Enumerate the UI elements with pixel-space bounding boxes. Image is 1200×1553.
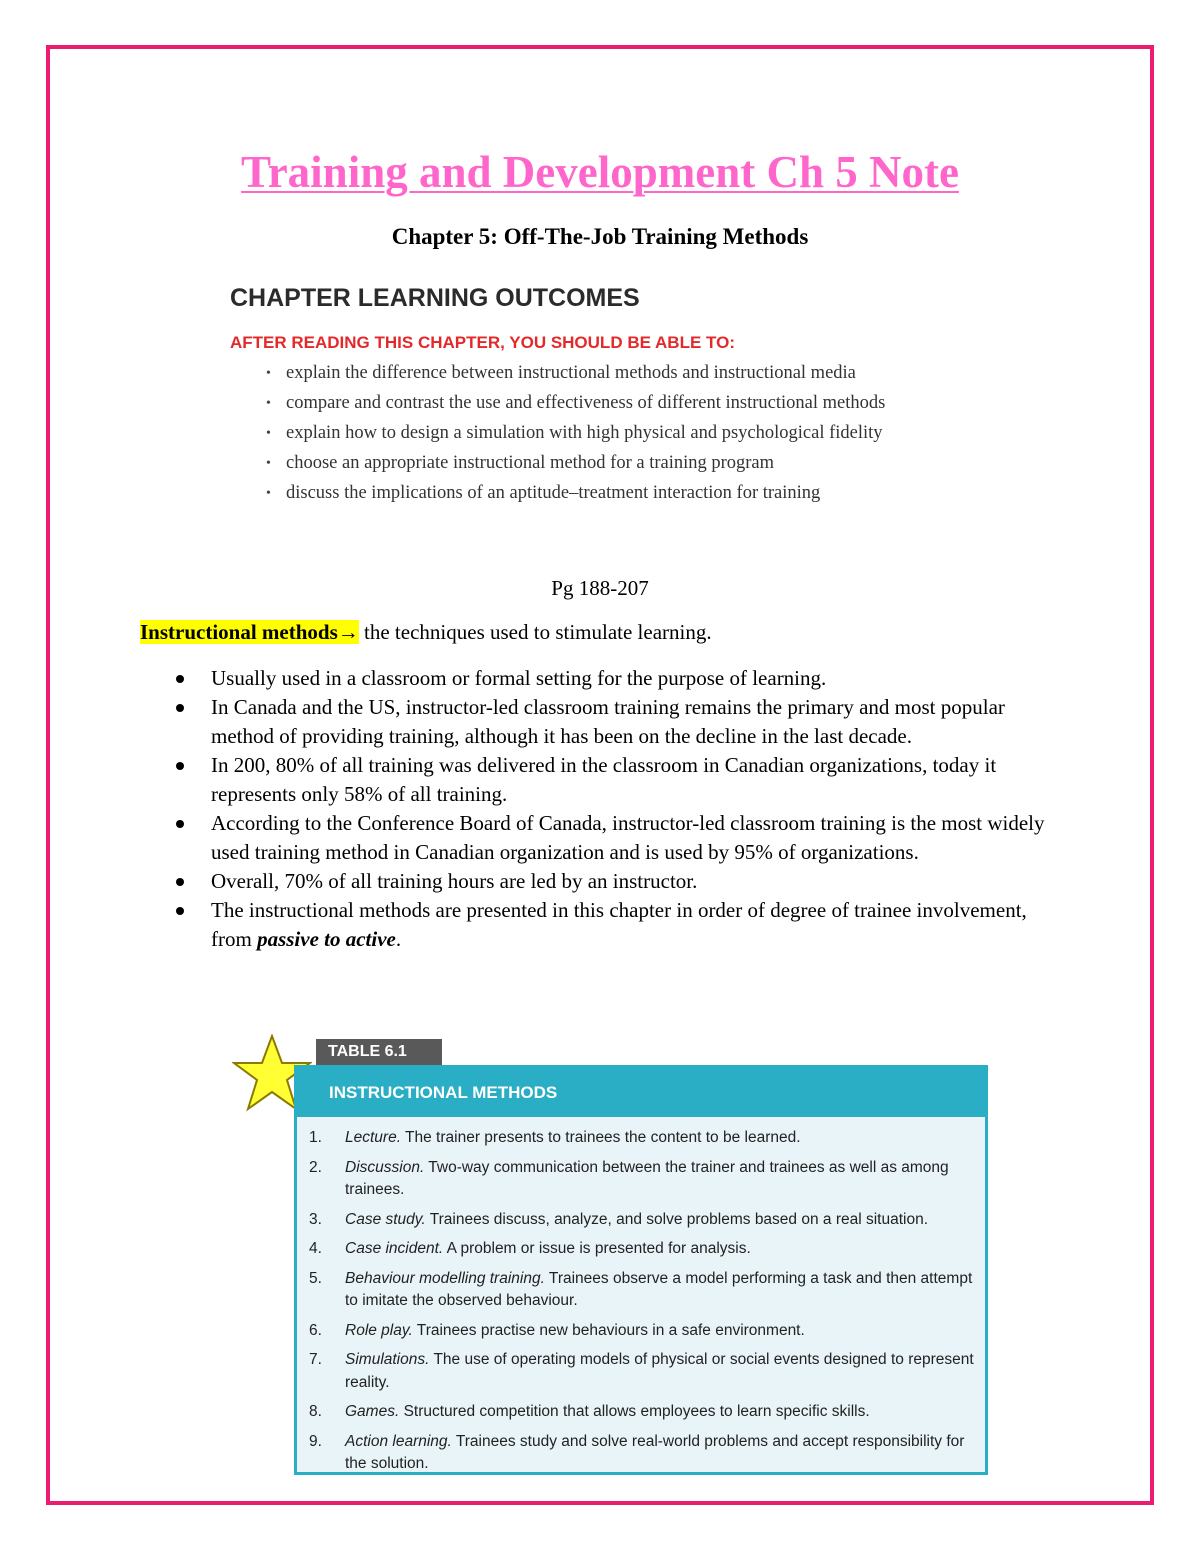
definition-line <box>140 620 712 645</box>
table-tab: TABLE 6.1 <box>316 1039 442 1065</box>
method-number: 7. <box>309 1351 322 1368</box>
method-desc: Structured competition that allows employees to learn specific skills. <box>399 1403 870 1420</box>
outcomes-lead: AFTER READING THIS CHAPTER, YOU SHOULD BE ABLE TO: <box>230 333 735 352</box>
instructional-methods-table <box>294 1065 988 1475</box>
outcome-item: • compare and contrast the use and effectiveness of different instructional methods <box>266 391 886 416</box>
outcome-item: • explain how to design a simulation with high physical and psychological fidelity <box>266 421 990 446</box>
bullet-list <box>170 664 1050 954</box>
bullet-text: The instructional methods are presented in this chapter in order of degree of trainee involvement, from <box>211 898 1027 951</box>
method-name: Case incident. <box>345 1240 444 1257</box>
bullet-item: In Canada and the US, instructor-led classroom training remains the primary and most popular method of providing training, although it has been on the decline in the last decade. <box>170 693 1050 751</box>
method-name: Case study. <box>345 1210 426 1228</box>
method-desc: Trainees study and solve real-world problems and accept responsibility for the solution. <box>345 1432 965 1472</box>
highlighted-term <box>140 620 359 644</box>
method-desc: Trainees observe a model performing a task and then attempt to imitate the observed behaviour. <box>345 1269 973 1309</box>
method-name: Simulations. <box>345 1351 430 1368</box>
method-desc: Trainees discuss, analyze, and solve problems based on a real situation. <box>425 1210 929 1228</box>
method-desc: Trainees practise new behaviours in a safe environment. <box>412 1321 805 1339</box>
method-name: Role play. <box>345 1321 413 1339</box>
method-number: 8. <box>309 1403 322 1420</box>
method-number: 1. <box>309 1129 322 1146</box>
table-header: INSTRUCTIONAL METHODS <box>297 1068 985 1117</box>
method-number: 6. <box>309 1321 322 1339</box>
method-name: Lecture. <box>345 1129 402 1146</box>
method-item <box>307 1127 975 1150</box>
method-number: 5. <box>309 1269 322 1287</box>
methods-list <box>297 1117 985 1476</box>
method-number: 4. <box>309 1240 322 1257</box>
method-item <box>307 1401 975 1424</box>
outcome-item: • choose an appropriate instructional method for a training program <box>266 451 990 476</box>
method-item <box>307 1268 975 1313</box>
method-desc: The trainer presents to trainees the content to be learned. <box>401 1129 801 1146</box>
method-number: 9. <box>309 1432 322 1450</box>
bullet-text-end: . <box>395 927 402 951</box>
bullet-item: Overall, 70% of all training hours are led by an instructor. <box>170 867 1050 896</box>
method-number: 3. <box>309 1210 322 1228</box>
bullet-item <box>170 896 1050 954</box>
learning-outcomes-box <box>230 284 990 511</box>
method-name: Discussion. <box>345 1158 425 1176</box>
method-name: Behaviour modelling training. <box>345 1269 545 1287</box>
method-desc: Two-way communication between the trainer and trainees as well as among trainees. <box>345 1158 949 1198</box>
outcome-item: • explain the difference between instructional methods and instructional media <box>266 361 990 386</box>
method-name: Action learning. <box>345 1432 452 1450</box>
emphasis-text: passive to active <box>257 927 396 951</box>
chapter-subtitle: Chapter 5: Off-The-Job Training Methods <box>391 224 809 249</box>
bullet-item: According to the Conference Board of Canada, instructor-led classroom training is the most widely used training method in Canadian organization and is used by 95% of organizations. <box>170 809 1050 867</box>
method-item <box>307 1209 975 1232</box>
method-item <box>307 1320 975 1343</box>
method-number: 2. <box>309 1158 322 1176</box>
method-item <box>307 1349 975 1394</box>
method-name: Games. <box>345 1403 400 1420</box>
method-desc: A problem or issue is presented for analysis. <box>443 1240 751 1257</box>
term-text: Instructional methods <box>140 620 338 644</box>
arrow-icon: → <box>337 620 359 644</box>
method-desc: The use of operating models of physical or social events designed to represent reality. <box>345 1351 974 1391</box>
method-item <box>307 1431 975 1476</box>
definition-text: the techniques used to stimulate learning. <box>358 620 712 644</box>
bullet-item: In 200, 80% of all training was delivered in the classroom in Canadian organizations, today it represents only 58% of all training. <box>170 751 1050 809</box>
outcomes-list <box>230 361 990 506</box>
bullet-item: Usually used in a classroom or formal setting for the purpose of learning. <box>170 664 1050 693</box>
method-item <box>307 1238 975 1261</box>
outcome-item: • discuss the implications of an aptitude–treatment interaction for training <box>266 481 990 506</box>
outcomes-heading: CHAPTER LEARNING OUTCOMES <box>230 284 640 312</box>
page-reference: Pg 188-207 <box>551 576 649 600</box>
document-title: Training and Development Ch 5 Note <box>241 147 959 197</box>
method-item <box>307 1157 975 1202</box>
